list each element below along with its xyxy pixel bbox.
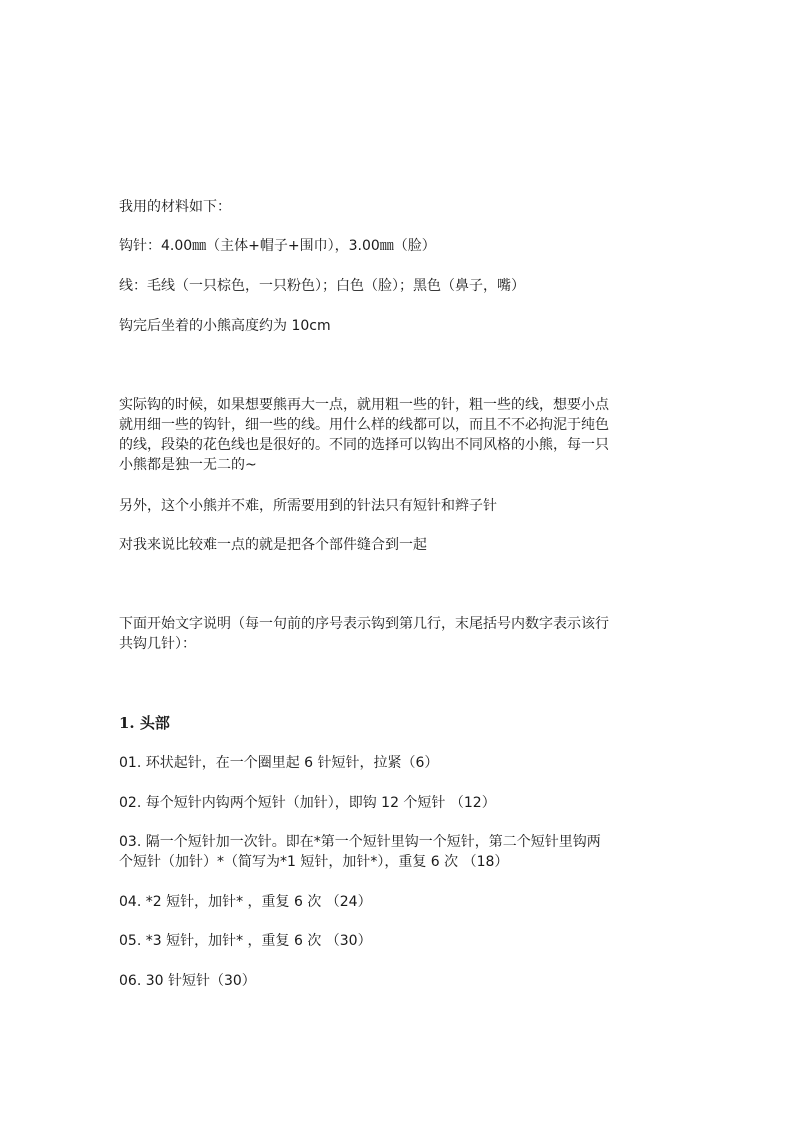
explanation-line: 下面开始文字说明（每一句前的序号表示钩到第几行，末尾括号内数字表示该行: [119, 616, 609, 632]
bear-height-line: 钩完后坐着的小熊高度约为 10cm: [119, 318, 331, 334]
note-paragraph-line: 的线，段染的花色线也是很好的。不同的选择可以钩出不同风格的小熊，每一只: [119, 437, 609, 453]
stitch-note: 另外，这个小熊并不难，所需要用到的针法只有短针和辫子针: [119, 498, 497, 514]
note-paragraph-line: 实际钩的时候，如果想要熊再大一点，就用粗一些的针，粗一些的线，想要小点: [119, 397, 609, 413]
pattern-row: 01. 环状起针，在一个圈里起 6 针短针，拉紧（6）: [119, 755, 439, 771]
note-paragraph-line: 小熊都是独一无二的~: [119, 457, 257, 473]
pattern-row: 个短针（加针）*（简写为*1 短针，加针*），重复 6 次 （18）: [119, 854, 509, 870]
pattern-row: 05. *3 短针，加针* ，重复 6 次 （30）: [119, 933, 372, 949]
pattern-row: 04. *2 短针，加针* ，重复 6 次 （24）: [119, 894, 372, 910]
pattern-row: 06. 30 针短针（30）: [119, 973, 256, 989]
section-heading: 1. 头部: [119, 714, 170, 732]
note-paragraph-line: 就用细一些的钩针，细一些的线。用什么样的线都可以，而且不不必拘泥于纯色: [119, 417, 609, 433]
yarn-line: 线：毛线（一只棕色，一只粉色）；白色（脸）；黑色（鼻子，嘴）: [119, 278, 525, 294]
explanation-line: 共钩几针）：: [119, 636, 196, 652]
pattern-row: 03. 隔一个短针加一次针。即在*第一个短针里钩一个短针，第二个短针里钩两: [119, 834, 601, 850]
hook-size-line: 钩针：4.00㎜（主体+帽子+围巾），3.00㎜（脸）: [119, 238, 436, 254]
materials-intro: 我用的材料如下：: [119, 199, 231, 215]
sewing-note: 对我来说比较难一点的就是把各个部件缝合到一起: [119, 537, 427, 553]
pattern-row: 02. 每个短针内钩两个短针（加针），即钩 12 个短针 （12）: [119, 795, 496, 811]
